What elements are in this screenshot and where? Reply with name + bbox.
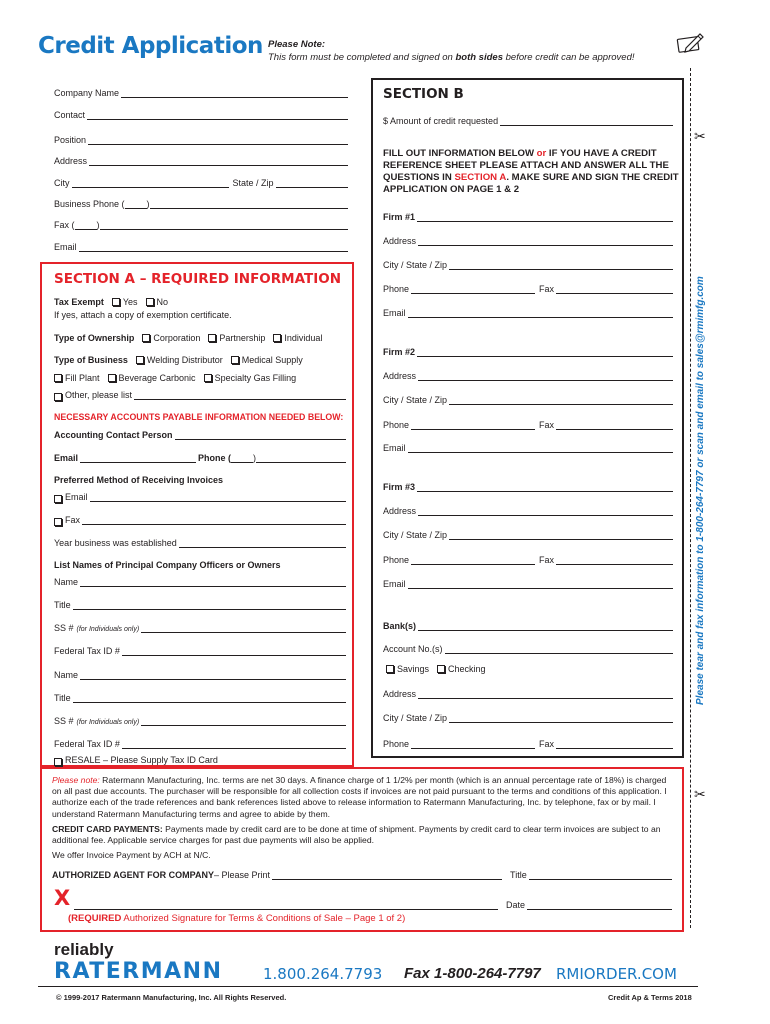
firm2-address-field[interactable]: Address [383,369,673,381]
signature-required-note: (REQUIRED Authorized Signature for Terms & Conditions of Sale – Page 1 of 2) [68,913,406,924]
firm3-phone-fax-field[interactable]: Phone Fax [383,553,673,565]
business-phone-field[interactable]: Business Phone ( ) [54,197,348,209]
scissors-icon: ✂ [694,128,706,144]
firm2-email-field[interactable]: Email [383,441,673,453]
account-no-field[interactable]: Account No.(s) [383,642,673,654]
email-field[interactable]: Email [54,240,348,252]
ratermann-logo: RATERMANN [54,959,223,984]
contact-field[interactable]: Contact [54,108,348,120]
section-b-heading: SECTION B [383,86,464,102]
footer-website-link[interactable]: RMIORDER.COM [556,965,677,983]
scissors-icon: ✂ [694,786,706,802]
authorized-agent-field[interactable]: AUTHORIZED AGENT FOR COMPANY – Please Print Title [52,868,672,880]
bank-address-field[interactable]: Address [383,687,673,699]
terms-box-top [40,767,684,769]
business-specialty-gas-checkbox[interactable]: Specialty Gas Filling [204,373,297,383]
credit-amount-field[interactable]: $ Amount of credit requested [383,114,673,126]
ownership-row: Type of Ownership Corporation Partnership Individual [54,333,323,343]
resale-checkbox[interactable]: RESALE – Please Supply Tax ID Card [54,753,218,765]
officer2-title-field[interactable]: Title [54,691,346,703]
invoice-heading: Preferred Method of Receiving Invoices [54,475,224,485]
invoice-fax-field[interactable]: Fax [54,513,346,525]
firm1-field[interactable]: Firm #1 [383,210,673,222]
bank-city-field[interactable]: City / State / Zip [383,711,673,723]
footer-phone[interactable]: 1.800.264.7793 [263,965,383,983]
note-text: This form must be completed and signed on both sides before credit can be approved! [268,52,635,63]
business-type-row: Type of Business Welding Distributor Medical Supply [54,355,303,365]
tax-exempt-row: Tax Exempt Yes No [54,297,169,307]
exempt-note: If yes, attach a copy of exemption certificate. [54,310,232,320]
ap-contact-field[interactable]: Accounting Contact Person [54,428,346,440]
signature-date-field[interactable]: Date [72,898,672,910]
business-other-field[interactable]: Other, please list [54,388,346,400]
section-b-instructions: FILL OUT INFORMATION BELOW or IF YOU HAVE A CREDIT REFERENCE SHEET PLEASE ATTACH AND ANSWER ALL THE QUESTIONS IN SECTION A. MAKE SURE AND SIGN THE CREDIT APPLICATION ON PAGE 1 & 2 [383,148,679,195]
section-a-heading: SECTION A – REQUIRED INFORMATION [54,271,342,287]
company-name-field[interactable]: Company Name [54,86,348,98]
firm3-address-field[interactable]: Address [383,504,673,516]
ap-heading: NECESSARY ACCOUNTS PAYABLE INFORMATION NEEDED BELOW: [54,412,344,422]
firm2-phone-fax-field[interactable]: Phone Fax [383,418,673,430]
business-fill-plant-checkbox[interactable]: Fill Plant [54,373,100,383]
business-beverage-checkbox[interactable]: Beverage Carbonic [108,373,196,383]
address-field[interactable]: Address [54,154,348,166]
ownership-partnership-checkbox[interactable]: Partnership [208,333,265,343]
ownership-corporation-checkbox[interactable]: Corporation [142,333,200,343]
terms-text [52,775,674,865]
invoice-email-field[interactable]: Email [54,490,346,502]
tear-fax-instructions: Please tear and fax information to 1-800-264-7797 or scan and email to sales@rmimfg.com [695,276,706,705]
ach-note: We offer Invoice Payment by ACH at N/C. [52,850,211,861]
signature-x-mark: X [54,886,71,910]
tax-exempt-yes-checkbox[interactable]: Yes [112,297,138,307]
credit-card-terms: CREDIT CARD PAYMENTS: Payments made by credit card are to be done at time of shipment. Payments by credit card to clear term invoices are subject to an additional fee. Applicable service charges for past due payments will also be applied. [52,823,661,846]
business-medical-checkbox[interactable]: Medical Supply [231,355,303,365]
checking-checkbox[interactable]: Checking [437,664,486,674]
terms-note: Please note: Ratermann Manufacturing, Inc. terms are net 30 days. A finance charge of 1 1/2% per month (which is an annual percentage rate of 18%) is charged on all past due accounts. The purchaser will be responsible for all collection costs if invoices are not paid pursuant to the terms and conditions of this application. I authorize each of the trade references and bank references listed above to release information to Ratermann Manufacturing, Inc. by telephone, fax or by mail. I understand Ratermann Manufacturing terms and agree to abide by them. [52,775,667,819]
tear-line [690,68,691,928]
ap-email-phone-field[interactable]: Email Phone ( ) [54,451,346,463]
note-label: Please Note: [268,39,326,50]
page-title: Credit Application [38,33,263,59]
firm1-city-field[interactable]: City / State / Zip [383,258,673,270]
officer2-name-field[interactable]: Name [54,668,346,680]
business-welding-checkbox[interactable]: Welding Distributor [136,355,223,365]
position-field[interactable]: Position [54,133,348,145]
officer1-name-field[interactable]: Name [54,575,346,587]
firm2-city-field[interactable]: City / State / Zip [383,393,673,405]
officer1-tax-id-field[interactable]: Federal Tax ID # [54,644,346,656]
bank-phone-fax-field[interactable]: Phone Fax [383,737,673,749]
officer2-ss-field[interactable]: SS # (for Individuals only) [54,714,346,726]
footer-divider [38,986,698,987]
firm1-email-field[interactable]: Email [383,306,673,318]
account-type-row [386,662,486,674]
firm3-city-field[interactable]: City / State / Zip [383,528,673,540]
savings-checkbox[interactable]: Savings [386,664,429,674]
firm3-field[interactable]: Firm #3 [383,480,673,492]
firm1-phone-fax-field[interactable]: Phone Fax [383,282,673,294]
business-type-row-2 [54,371,296,383]
year-established-field[interactable]: Year business was established [54,536,346,548]
copyright: © 1999-2017 Ratermann Manufacturing, Inc. All Rights Reserved. [56,993,287,1002]
firm3-email-field[interactable]: Email [383,577,673,589]
fax-field[interactable]: Fax ( ) [54,218,348,230]
ownership-individual-checkbox[interactable]: Individual [273,333,322,343]
brand-tagline: reliably [54,940,114,959]
officers-heading: List Names of Principal Company Officers or Owners [54,560,281,570]
pencil-icon [676,30,706,56]
firm2-field[interactable]: Firm #2 [383,345,673,357]
tax-exempt-no-checkbox[interactable]: No [146,297,169,307]
form-revision: Credit Ap & Terms 2018 [608,993,692,1002]
bank-field[interactable]: Bank(s) [383,619,673,631]
officer1-ss-field[interactable]: SS # (for Individuals only) [54,621,346,633]
officer2-tax-id-field[interactable]: Federal Tax ID # [54,737,346,749]
city-state-field[interactable]: City State / Zip [54,176,348,188]
header-note [268,38,635,64]
footer-fax: Fax 1-800-264-7797 [404,965,541,982]
officer1-title-field[interactable]: Title [54,598,346,610]
firm1-address-field[interactable]: Address [383,234,673,246]
